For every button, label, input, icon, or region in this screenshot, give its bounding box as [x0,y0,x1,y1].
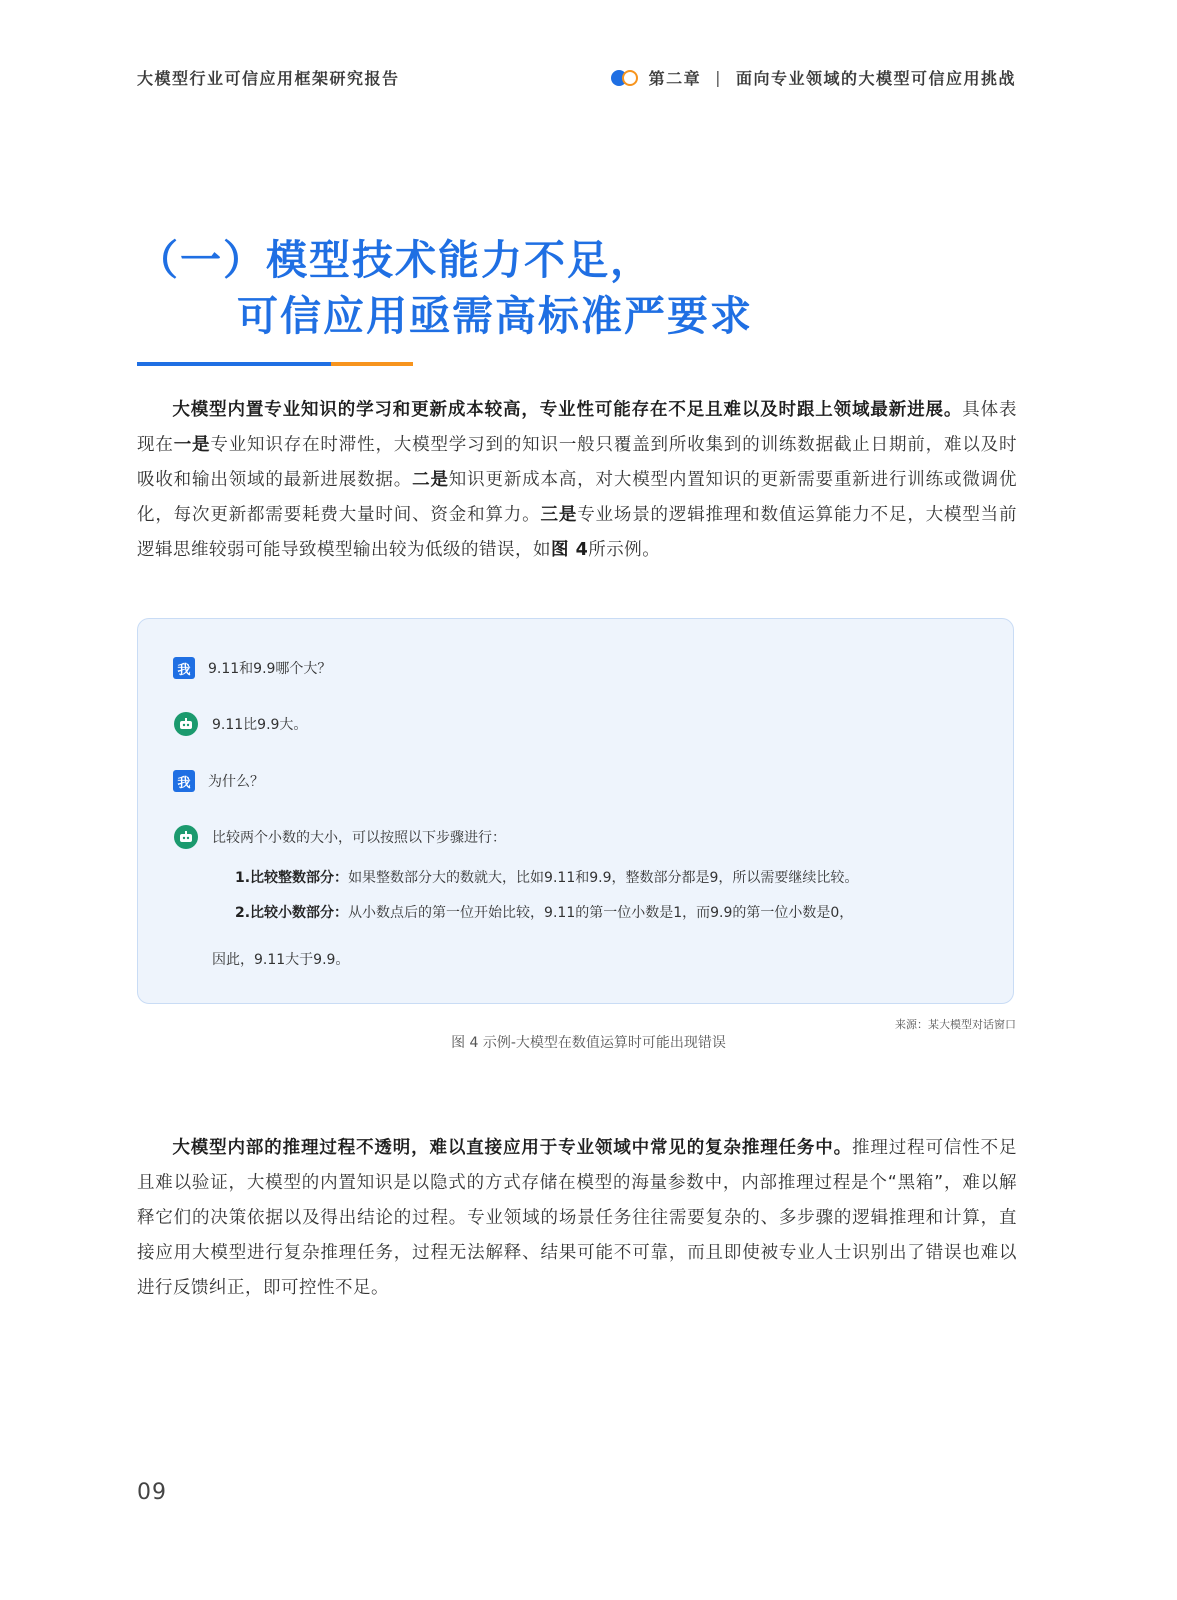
page-number: 09 [137,1480,167,1505]
header-separator: | [715,68,722,87]
chapter-title: 面向专业领域的大模型可信应用挑战 [735,69,1016,88]
chat-example-box [137,618,1014,1004]
figure-source: 来源：某大模型对话窗口 [895,1018,1016,1031]
chat-message-bot [174,712,307,736]
bot-answer-1: 9.11比9.9大。 [212,717,308,733]
chapter-logo-icon [611,69,641,87]
user-question-2: 为什么？ [208,774,264,790]
chat-message-user [173,657,331,679]
section-title-line2: 可信应用亟需高标准严要求 [237,292,753,340]
chat-message-bot [174,825,506,849]
title-underline-orange [331,362,413,366]
figure-caption: 图 4 示例-大模型在数值运算时可能出现错误 [451,1035,726,1051]
bot-avatar-icon [174,825,198,849]
user-avatar-icon: 我 [173,770,195,792]
user-question-1: 9.11和9.9哪个大？ [208,661,332,677]
chat-message-user [173,770,264,792]
report-title: 大模型行业可信应用框架研究报告 [137,69,400,88]
bot-conclusion: 因此，9.11大于9.9。 [212,952,350,968]
chapter-header [611,66,1016,89]
paragraph-reasoning-opacity: 大模型内部的推理过程不透明，难以直接应用于专业领域中常见的复杂推理任务中。推理过程可信性不足且难以验证，大模型的内置知识是以隐式的方式存储在模型的海量参数中，内部推理过程是个“黑箱”，难以解释它们的决策依据以及得出结论的过程。专业领域的场景任务往往需要复杂的、多步骤的逻辑推理和计算，直接应用大模型进行复杂推理任务，过程无法解释、结果可能不可靠，而且即使被专业人士识别出了错误也难以进行反馈纠正，即可控性不足。 [137,1138,1018,1298]
bot-avatar-icon [174,712,198,736]
section-title [137,232,753,344]
title-underline-blue [137,362,331,366]
paragraph-knowledge-cost: 大模型内置专业知识的学习和更新成本较高，专业性可能存在不足且难以及时跟上领域最新进展。具体表现在一是专业知识存在时滞性，大模型学习到的知识一般只覆盖到所收集到的训练数据截止日期前，难以及时吸收和输出领域的最新进展数据。二是知识更新成本高，对大模型内置知识的更新需要重新进行训练或微调优化，每次更新都需要耗费大量时间、资金和算力。三是专业场景的逻辑推理和数值运算能力不足，大模型当前逻辑思维较弱可能导致模型输出较为低级的错误，如图 4所示例。 [137,400,1018,560]
bot-answer-2: 比较两个小数的大小，可以按照以下步骤进行： [212,830,506,846]
bot-step-1: 1.比较整数部分：如果整数部分大的数就大，比如9.11和9.9，整数部分都是9，所以需要继续比较。 [235,870,859,886]
user-avatar-icon: 我 [173,657,195,679]
section-title-line1: （一）模型技术能力不足， [137,236,653,284]
bot-step-2: 2.比较小数部分：从小数点后的第一位开始比较，9.11的第一位小数是1，而9.9的第一位小数是0， [235,905,854,921]
chapter-number: 第二章 [648,69,702,88]
